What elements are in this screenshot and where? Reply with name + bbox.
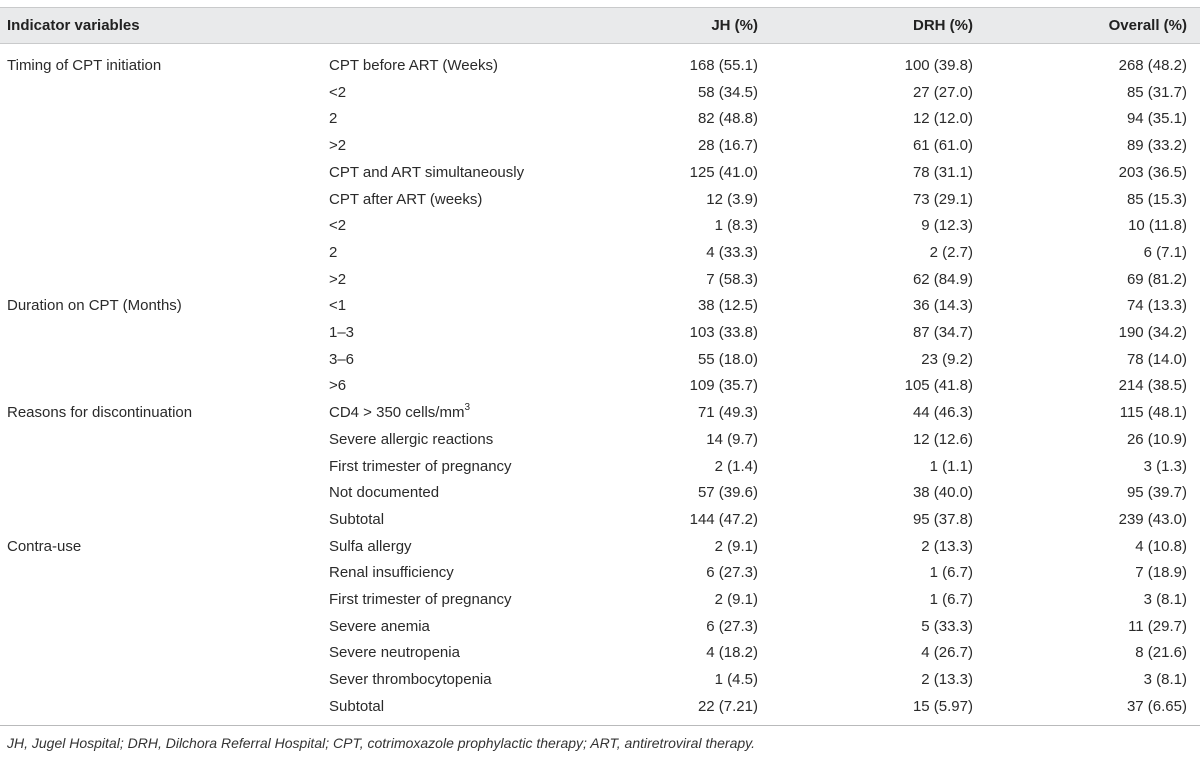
header-drh: DRH (%) [913, 17, 973, 34]
row-label: >2 [329, 137, 347, 154]
cell-drh: 100 (39.8) [904, 57, 973, 74]
row-label [329, 404, 470, 422]
row-label: 2 [329, 244, 338, 261]
cell-jh: 109 (35.7) [689, 377, 758, 394]
cell-overall: 85 (15.3) [1126, 191, 1187, 208]
cell-drh: 1 (6.7) [929, 564, 973, 581]
cell-jh: 12 (3.9) [706, 191, 758, 208]
cell-jh: 1 (8.3) [714, 217, 758, 234]
row-label: Severe neutropenia [329, 644, 460, 661]
row-label: CPT after ART (weeks) [329, 191, 483, 208]
cell-overall: 10 (11.8) [1128, 217, 1187, 234]
cell-jh: 125 (41.0) [689, 164, 758, 181]
row-label: <2 [329, 217, 347, 234]
cell-jh: 6 (27.3) [706, 564, 758, 581]
cell-jh: 38 (12.5) [697, 297, 758, 314]
row-group-label: Duration on CPT (Months) [7, 297, 182, 314]
cell-jh: 2 (1.4) [714, 458, 758, 475]
row-label: >6 [329, 377, 347, 394]
cell-drh: 5 (33.3) [921, 618, 973, 635]
cell-overall: 85 (31.7) [1126, 84, 1187, 101]
row-label: >2 [329, 271, 347, 288]
table-header [0, 7, 1200, 44]
cell-drh: 87 (34.7) [912, 324, 973, 341]
cell-drh: 4 (26.7) [921, 644, 973, 661]
cell-jh: 2 (9.1) [714, 591, 758, 608]
cell-overall: 89 (33.2) [1126, 137, 1187, 154]
cell-jh: 58 (34.5) [697, 84, 758, 101]
row-label-text: CD4 > 350 cells/mm [329, 404, 465, 421]
cell-drh: 9 (12.3) [921, 217, 973, 234]
cell-overall: 3 (8.1) [1143, 671, 1187, 688]
cell-overall: 203 (36.5) [1118, 164, 1187, 181]
row-label: Renal insufficiency [329, 564, 454, 581]
cell-jh: 4 (33.3) [706, 244, 758, 261]
cell-overall: 26 (10.9) [1126, 431, 1187, 448]
row-group-label: Contra-use [7, 538, 82, 555]
cell-overall: 6 (7.1) [1143, 244, 1187, 261]
row-label-superscript: 3 [464, 402, 471, 413]
cell-drh: 44 (46.3) [912, 404, 973, 421]
cell-overall: 268 (48.2) [1118, 57, 1187, 74]
row-label: Sulfa allergy [329, 538, 412, 555]
cell-drh: 2 (13.3) [921, 671, 973, 688]
cell-drh: 15 (5.97) [912, 698, 973, 715]
row-label: Severe anemia [329, 618, 430, 635]
cell-jh: 144 (47.2) [689, 511, 758, 528]
row-label: <1 [329, 297, 347, 314]
cell-overall: 7 (18.9) [1135, 564, 1187, 581]
row-group-label: Timing of CPT initiation [7, 57, 162, 74]
cell-jh: 55 (18.0) [697, 351, 758, 368]
cell-jh: 57 (39.6) [697, 484, 758, 501]
cell-jh: 7 (58.3) [706, 271, 758, 288]
cell-drh: 12 (12.0) [912, 110, 973, 127]
cell-overall: 74 (13.3) [1126, 297, 1187, 314]
cell-overall: 69 (81.2) [1126, 271, 1187, 288]
row-label: First trimester of pregnancy [329, 591, 512, 608]
cell-drh: 2 (2.7) [929, 244, 973, 261]
header-indicator-variables: Indicator variables [7, 17, 140, 34]
cell-overall: 115 (48.1) [1119, 404, 1187, 421]
cell-jh: 82 (48.8) [697, 110, 758, 127]
cell-drh: 38 (40.0) [912, 484, 973, 501]
cell-overall: 8 (21.6) [1135, 644, 1187, 661]
cell-drh: 95 (37.8) [912, 511, 973, 528]
cell-drh: 73 (29.1) [912, 191, 973, 208]
row-label: 3–6 [329, 351, 355, 368]
cell-drh: 1 (1.1) [929, 458, 973, 475]
row-label: CPT before ART (Weeks) [329, 57, 498, 74]
cell-drh: 36 (14.3) [912, 297, 973, 314]
cell-overall: 4 (10.8) [1135, 538, 1187, 555]
cell-overall: 37 (6.65) [1126, 698, 1187, 715]
cell-jh: 28 (16.7) [697, 137, 758, 154]
cell-jh: 103 (33.8) [689, 324, 758, 341]
table-bottom-rule [0, 725, 1200, 726]
cell-drh: 2 (13.3) [921, 538, 973, 555]
cell-drh: 12 (12.6) [912, 431, 973, 448]
cell-jh: 1 (4.5) [714, 671, 758, 688]
cell-jh: 14 (9.7) [706, 431, 758, 448]
table-footnote: JH, Jugel Hospital; DRH, Dilchora Referral Hospital; CPT, cotrimoxazole prophylactic therapy; ART, antiretroviral therapy. [7, 735, 756, 751]
cell-jh: 6 (27.3) [706, 618, 758, 635]
cell-drh: 78 (31.1) [912, 164, 973, 181]
cell-drh: 27 (27.0) [912, 84, 973, 101]
cell-jh: 2 (9.1) [714, 538, 758, 555]
cell-overall: 94 (35.1) [1126, 110, 1187, 127]
cell-overall: 3 (1.3) [1143, 458, 1187, 475]
cell-overall: 239 (43.0) [1118, 511, 1187, 528]
header-jh: JH (%) [711, 17, 758, 34]
row-label: 1–3 [329, 324, 355, 341]
cell-overall: 11 (29.7) [1128, 618, 1187, 635]
cell-jh: 22 (7.21) [697, 698, 758, 715]
cell-jh: 168 (55.1) [689, 57, 758, 74]
cell-drh: 105 (41.8) [904, 377, 973, 394]
cell-drh: 23 (9.2) [921, 351, 973, 368]
cell-overall: 190 (34.2) [1118, 324, 1187, 341]
cell-overall: 95 (39.7) [1126, 484, 1187, 501]
cell-overall: 214 (38.5) [1118, 377, 1187, 394]
row-group-label: Reasons for discontinuation [7, 404, 193, 421]
header-overall: Overall (%) [1108, 17, 1187, 34]
cell-jh: 4 (18.2) [706, 644, 758, 661]
row-label: 2 [329, 110, 338, 127]
row-label: First trimester of pregnancy [329, 458, 512, 475]
cell-jh: 71 (49.3) [697, 404, 758, 421]
row-label: Not documented [329, 484, 440, 501]
row-label: Sever thrombocytopenia [329, 671, 492, 688]
cell-overall: 78 (14.0) [1126, 351, 1187, 368]
cell-drh: 1 (6.7) [929, 591, 973, 608]
row-label: CPT and ART simultaneously [329, 164, 525, 181]
cell-drh: 61 (61.0) [912, 137, 973, 154]
row-label: Subtotal [329, 698, 385, 715]
row-label: <2 [329, 84, 347, 101]
cell-overall: 3 (8.1) [1143, 591, 1187, 608]
cell-drh: 62 (84.9) [912, 271, 973, 288]
row-label: Severe allergic reactions [329, 431, 494, 448]
row-label: Subtotal [329, 511, 385, 528]
